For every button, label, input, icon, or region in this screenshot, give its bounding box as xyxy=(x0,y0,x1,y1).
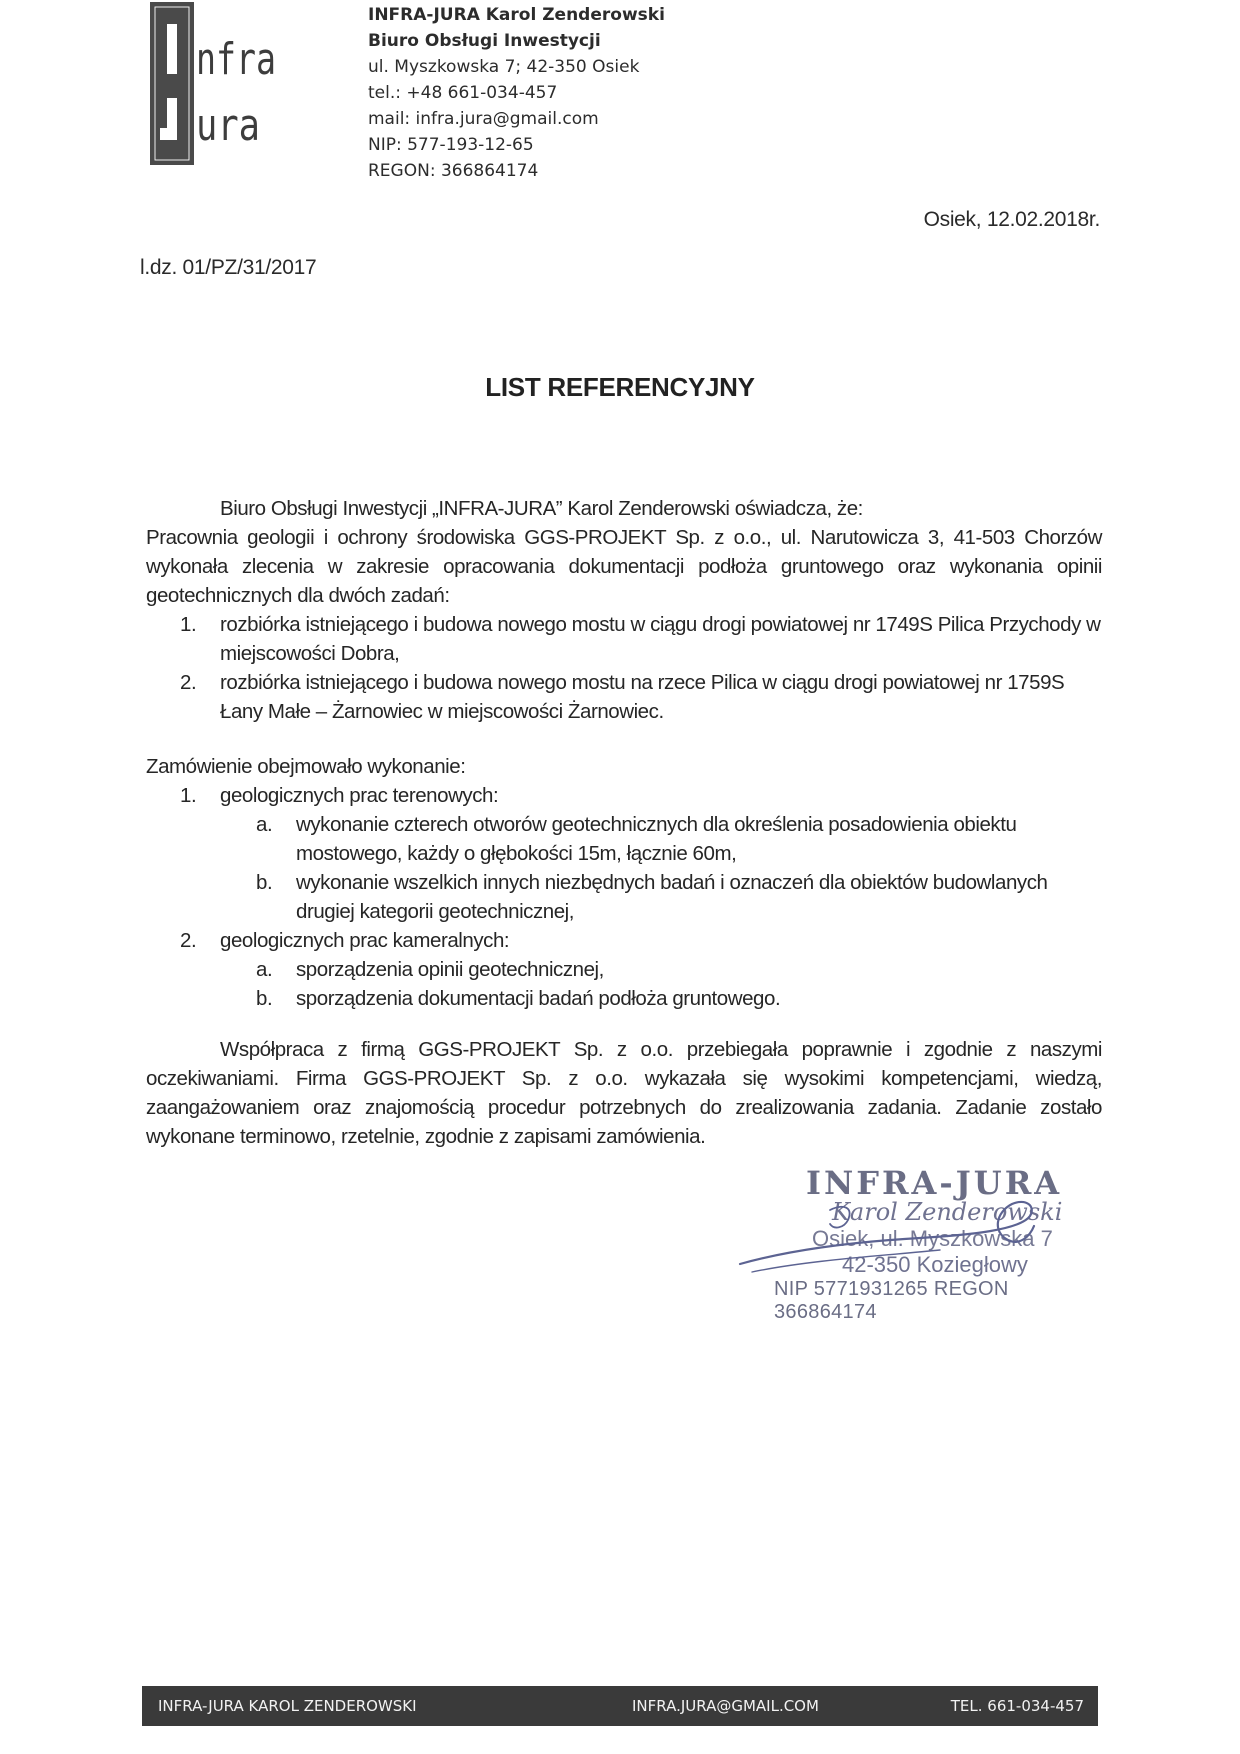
company-phone: tel.: +48 661-034-457 xyxy=(368,83,558,103)
list-letter: b. xyxy=(256,871,273,894)
infra-jura-logo-icon xyxy=(150,2,290,165)
list-letter: b. xyxy=(256,987,273,1010)
stamp-line-1: INFRA-JURA xyxy=(806,1164,1063,1202)
list-item-text: rozbiórka istniejącego i budowa nowego mostu w ciągu drogi powiatowej nr 1749S Pilica Przychody w miejscowości Dobra, xyxy=(220,613,1101,665)
company-regon: REGON: 366864174 xyxy=(368,161,539,181)
closing-paragraph: Współpraca z firmą GGS-PROJEKT Sp. z o.o. przebiegała poprawnie i zgodnie z naszymi oczekiwaniami. Firma GGS-PROJEKT Sp. z o.o. wykazała się wysokimi kompetencjami, wiedzą, zaangażowaniem oraz znajomością procedur potrzebnych do zrealizowania zadania. Zadanie zostało wykonane terminowo, rzetelnie, zgodnie z zapisami zamówienia. xyxy=(146,1038,1102,1148)
order-sublist xyxy=(146,810,1102,926)
stamp-line-5: NIP 5771931265 REGON 366864174 xyxy=(774,1278,1009,1323)
list-item xyxy=(146,668,1102,726)
list-item xyxy=(146,610,1102,668)
company-header xyxy=(368,2,665,184)
company-email: mail: infra.jura@gmail.com xyxy=(368,109,599,129)
list-item xyxy=(146,984,1102,1013)
list-number: 1. xyxy=(180,613,197,636)
list-item-text: rozbiórka istniejącego i budowa nowego mostu na rzece Pilica w ciągu drogi powiatowej nr 1759S Łany Małe – Żarnowiec w miejscowości Żarnowiec. xyxy=(220,671,1065,723)
list-letter: a. xyxy=(256,813,273,836)
list-number: 2. xyxy=(180,929,197,952)
list-item-text: geologicznych prac kameralnych: xyxy=(220,929,510,952)
list-item-text: sporządzenia dokumentacji badań podłoża gruntowego. xyxy=(296,987,781,1010)
company-name: INFRA-JURA Karol Zenderowski xyxy=(368,5,665,25)
logo-text-top: nfra xyxy=(196,34,276,85)
order-sublist xyxy=(146,955,1102,1013)
list-item-text: sporządzenia opinii geotechnicznej, xyxy=(296,958,604,981)
list-letter: a. xyxy=(256,958,273,981)
letter-date: Osiek, 12.02.2018r. xyxy=(923,208,1100,231)
company-nip: NIP: 577-193-12-65 xyxy=(368,135,534,155)
signature-icon xyxy=(730,1180,1090,1290)
company-address: ul. Myszkowska 7; 42-350 Osiek xyxy=(368,57,640,77)
list-item xyxy=(146,926,1102,955)
list-number: 2. xyxy=(180,671,197,694)
company-logo xyxy=(150,2,290,165)
footer-company: INFRA-JURA KAROL ZENDEROWSKI xyxy=(158,1697,417,1715)
order-intro: Zamówienie obejmowało wykonanie: xyxy=(146,755,466,778)
list-number: 1. xyxy=(180,784,197,807)
task-list xyxy=(146,610,1102,726)
list-item xyxy=(146,810,1102,868)
footer-phone: TEL. 661-034-457 xyxy=(950,1697,1084,1715)
list-item-text: geologicznych prac terenowych: xyxy=(220,784,499,807)
list-item-text: wykonanie wszelkich innych niezbędnych badań i oznaczeń dla obiektów budowlanych drugiej kategorii geotechnicznej, xyxy=(296,871,1048,923)
letter-body xyxy=(146,494,1102,1151)
footer-email: INFRA.JURA@GMAIL.COM xyxy=(632,1697,819,1715)
intro-line-1: Biuro Obsługi Inwestycji „INFRA-JURA” Karol Zenderowski oświadcza, że: xyxy=(220,497,863,520)
list-item-text: wykonanie czterech otworów geotechnicznych dla określenia posadowienia obiektu mostowego, każdy o głębokości 15m, łącznie 60m, xyxy=(296,813,1017,865)
footer-bar xyxy=(142,1686,1098,1726)
stamp-line-2: Karol Zenderowski xyxy=(832,1198,1063,1226)
intro-line-2: Pracownia geologii i ochrony środowiska GGS-PROJEKT Sp. z o.o., ul. Narutowicza 3, 41-503 Chorzów wykonała zlecenia w zakresie opracowania dokumentacji podłoża gruntowego oraz wykonania opinii geotechnicznych dla dwóch zadań: xyxy=(146,526,1102,607)
list-item xyxy=(146,955,1102,984)
list-item xyxy=(146,868,1102,926)
page-title: LIST REFERENCYJNY xyxy=(485,372,755,402)
order-list xyxy=(146,926,1102,955)
reference-number: l.dz. 01/PZ/31/2017 xyxy=(140,256,317,279)
stamp-line-4: 42-350 Koziegłowy xyxy=(842,1252,1028,1277)
logo-text-bottom: ura xyxy=(196,100,260,151)
order-list xyxy=(146,781,1102,810)
stamp-line-3: Osiek, ul. Myszkowska 7 xyxy=(812,1226,1053,1251)
company-office: Biuro Obsługi Inwestycji xyxy=(368,31,601,51)
list-item xyxy=(146,781,1102,810)
